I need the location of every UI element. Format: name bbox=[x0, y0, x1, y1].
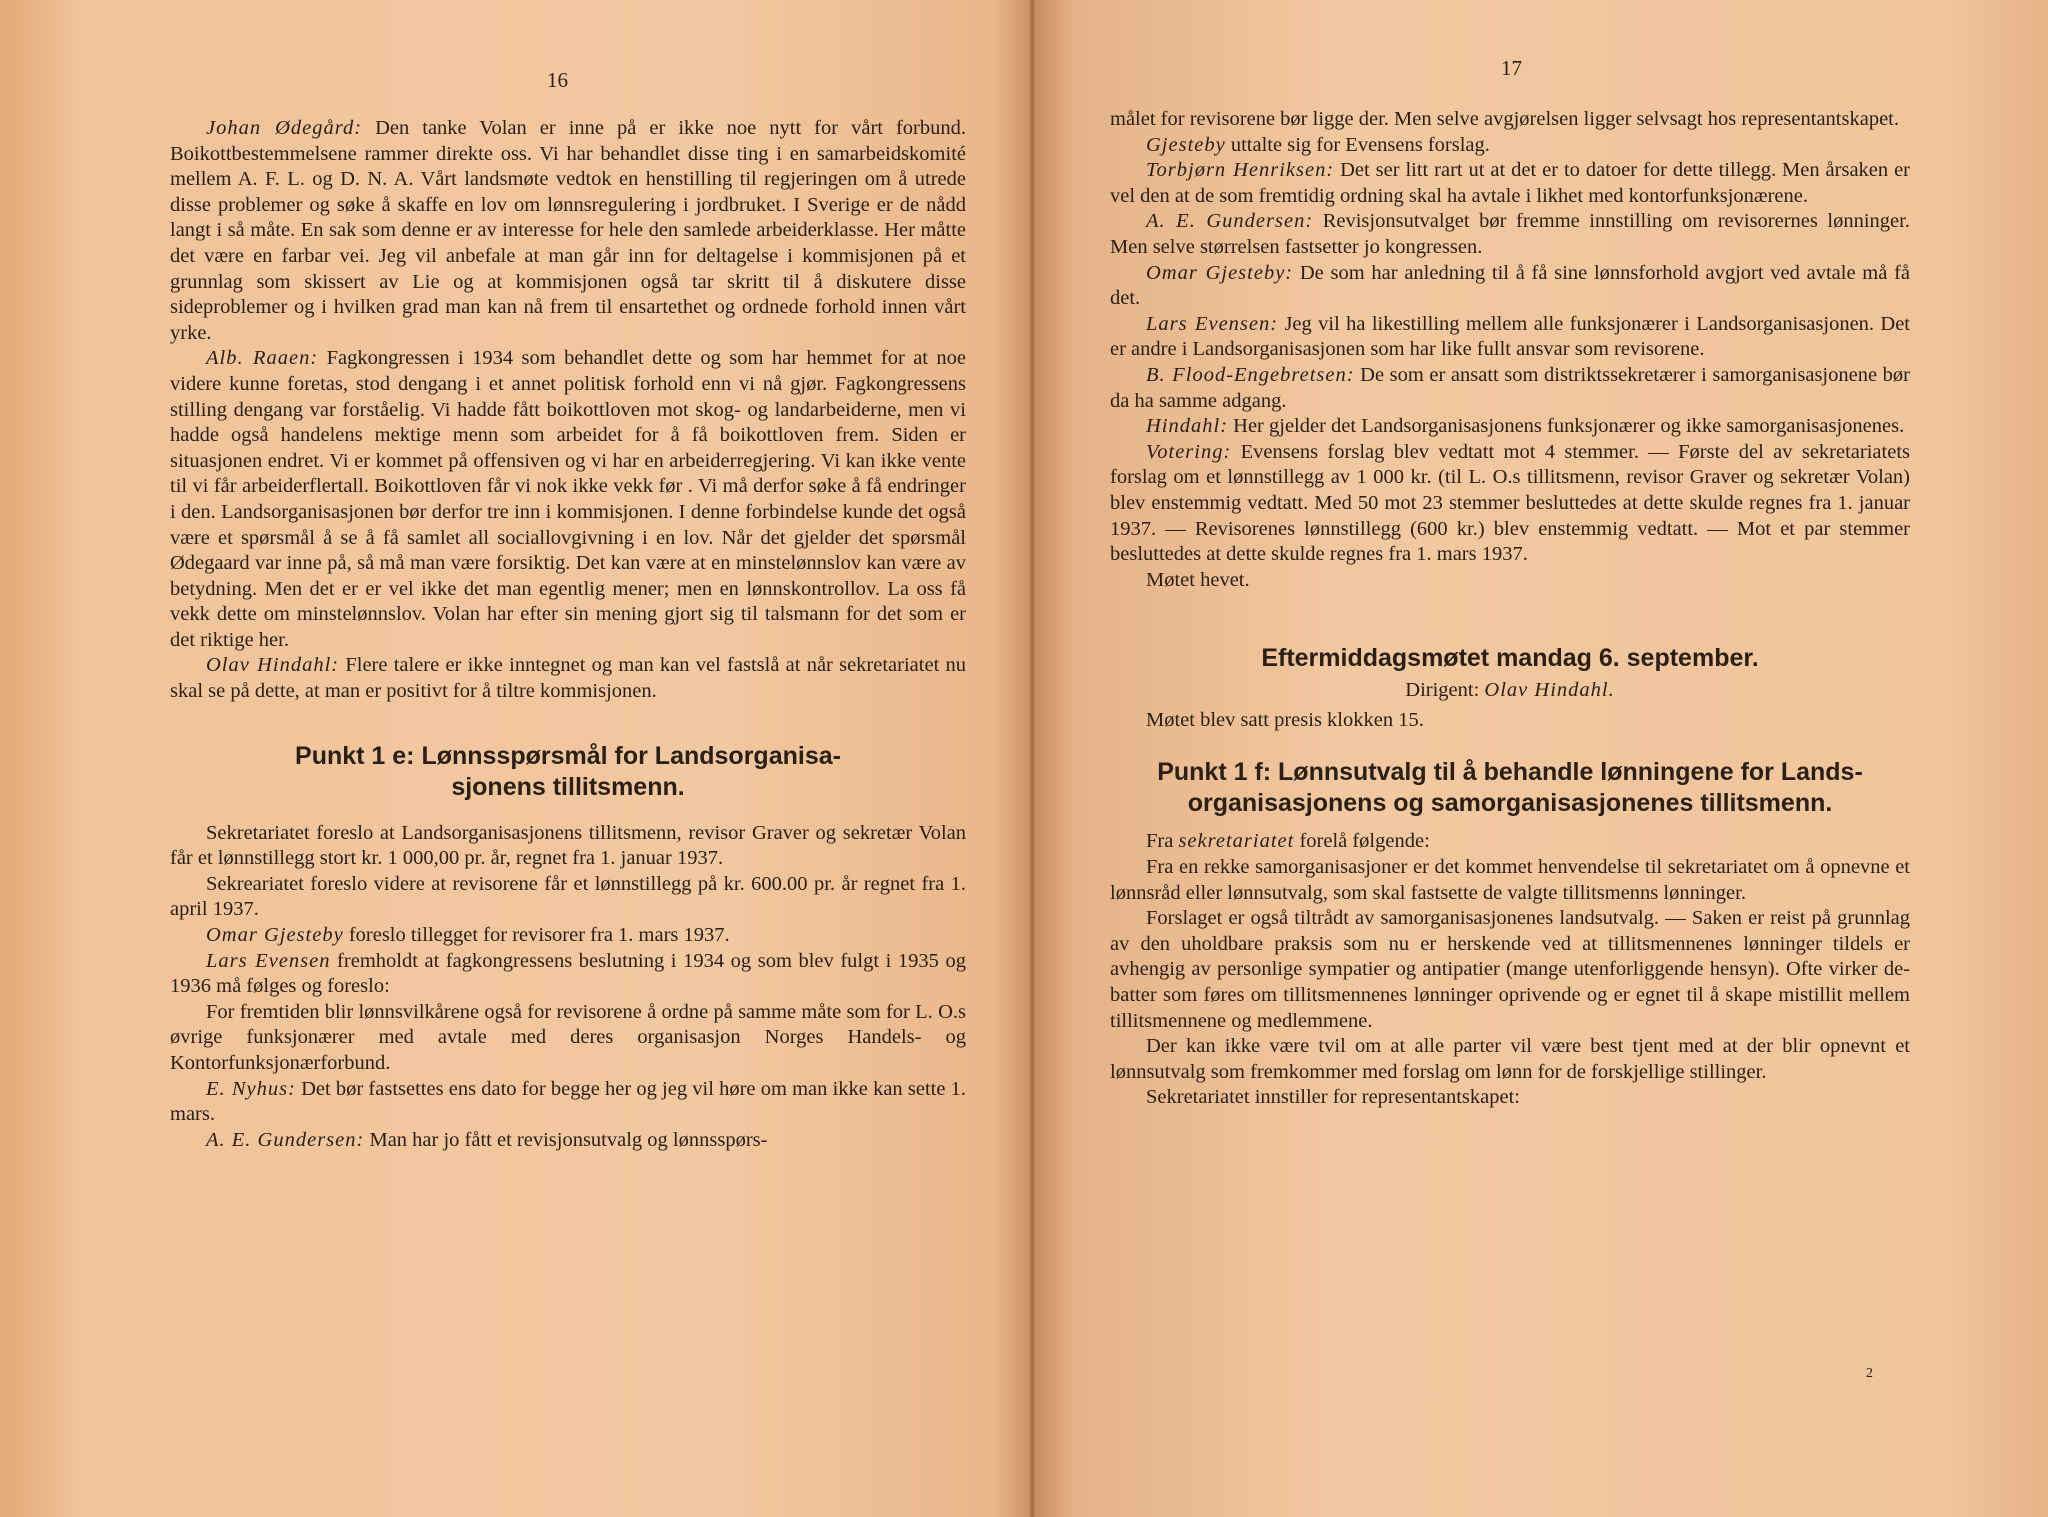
paragraph bbox=[1110, 133, 1910, 159]
heading-line: Punkt 1 f: Lønnsutvalg til å behandle lønningene for Lands- bbox=[1157, 758, 1863, 787]
paragraph bbox=[1110, 1085, 1910, 1111]
left-page-body bbox=[170, 116, 966, 1153]
paragraph-text: målet for revisorene bør ligge der. Men selve avgjørelsen ligger selvsagt hos representantskapet. bbox=[1110, 108, 1899, 130]
right-paragraphs-2 bbox=[1110, 829, 1910, 1111]
paragraph bbox=[170, 116, 966, 346]
page-number: 16 bbox=[547, 68, 568, 92]
speaker-name: Gjesteby bbox=[1146, 133, 1226, 156]
paragraph bbox=[170, 821, 966, 872]
right-page bbox=[1034, 0, 2048, 1517]
paragraph-text: Fagkongressen i 1934 som behandlet dette og som har hemmet for at noe videre kunne foretas, stod dengang i et annet politisk forhold enn vi nå gjør. Fagkongressens stilling dengang var forståelig. Vi hadde fått boikottloven mot skog- og landarbeiderne, men vi hadde også handelens mektige menn som arbeidet for å få boikottloven frem. Siden er situasjonen endret. Vi er kommet på offensiven og vi har en arbeiderregjering. Vi kan ikke vente til vi får arbeiderflertall. Boikottloven får vi nok ikke vekk før . Vi må derfor søke å få endringer i den. Landsorganisasjonen bør derfor tre inn i kommisjonen. I denne forbindelse kunde det også være et spørsmål å se å få samlet all sociallovgivning i en lov. Når det gjelder det spørsmål Ødegaard var inne på, så må man være forsiktig. Det kan være at en minstelønnslov kan være av betydning. Men det er er vel ikke det man egentlig mener; men en lønnskontrollov. La oss få vekk dette om minstelønnslov. Volan har efter sin mening gjort sig til talsmann for det som er det riktige her. bbox=[170, 347, 966, 651]
paragraph-text: uttalte sig for Evensens forslag. bbox=[1225, 133, 1490, 156]
paragraph bbox=[1110, 829, 1910, 855]
speaker-name: Omar Gjesteby: bbox=[1146, 261, 1294, 284]
paragraph-text: Evensens forslag blev vedtatt mot 4 stemmer. — Første del av sekretariatets forslag om et lønnstillegg av 1 000 kr. (til L. O.s tillitsmenn, revisor Graver og sekretær Volan) blev enstemmig vedtatt. Med 50 mot 23 stemmer besluttedes at dette skulde regnes fra 1. januar 1937. — Revisorenes lønnstillegg (600 kr.) blev enstemmig vedtatt. — Mot et par stemmer besluttedes at dette skulde regnes fra 1. mars 1937. bbox=[1110, 440, 1910, 566]
paragraph-text: Den tanke Volan er inne på er ikke noe nytt for vårt forbund. Boikottbestemmelsene rammer direkte oss. Vi har behandlet disse ting i en samarbeidskomité mellem A. F. L. og D. N. A. Vårt landsmøte vedtok en henstilling til regjeringen om å utrede disse problemer og søke å skaffe en lov om lønnsregulering i jordbruket. I Sverige er de nådd langt i så måte. En sak som denne er av interesse for hele den samlede arbeiderklasse. Her måtte det være en farbar vei. Jeg vil anbefale at man går inn for deltagelse i kommisjonen på et grunnlag som skissert av Lie og at kommisjonen også tar skritt til å diskutere disse sideproblemer og i hvilken grad man kan nå frem til ensartethet og ordnede forhold innen vårt yrke. bbox=[170, 117, 967, 344]
speaker-name: B. Flood-Engebretsen: bbox=[1146, 363, 1355, 386]
lead-text: Fra bbox=[1146, 830, 1179, 853]
paragraph bbox=[170, 872, 966, 923]
left-paragraphs bbox=[170, 116, 966, 705]
paragraph-text: Det ser litt rart ut at det er to datoer for dette tillegg. Men årsaken er vel den at de som fremtidig ordning skal ha avtale i likhet med kontorfunksjonærene. bbox=[1110, 159, 1910, 207]
paragraph bbox=[1110, 855, 1910, 906]
paragraph bbox=[1110, 440, 1910, 568]
paragraph-text: Man har jo fått et revisjonsutvalg og lønnsspørs- bbox=[364, 1128, 768, 1151]
heading-line: organisasjonens og samorganisasjonenes tillitsmenn. bbox=[1187, 789, 1833, 818]
speaker-name: Lars Evensen: bbox=[1146, 312, 1279, 335]
paragraph bbox=[1110, 568, 1910, 594]
speaker-name: Hindahl: bbox=[1146, 415, 1229, 438]
paragraph bbox=[170, 1000, 966, 1077]
dirigent-name: Olav Hindahl. bbox=[1484, 679, 1615, 702]
speaker-name: E. Nyhus: bbox=[206, 1077, 296, 1100]
right-paragraphs bbox=[1110, 107, 1910, 593]
paragraph bbox=[1110, 312, 1910, 363]
paragraph-text: Der kan ikke være tvil om at alle parter vil være best tjent med at der blir opnevnt et lønnsutvalg som fremkommer med forslag om lønn for de forskjellige stillinger. bbox=[1110, 1035, 1910, 1083]
paragraph-text: Sekreariatet foreslo videre at revisorene får et lønnstillegg på kr. 600.00 pr. år regnet fra 1. april 1937. bbox=[170, 872, 966, 921]
paragraph bbox=[1110, 209, 1910, 260]
paragraph-text: forelå følgende: bbox=[1294, 830, 1430, 853]
paragraph bbox=[1110, 158, 1910, 209]
paragraph bbox=[170, 923, 966, 949]
paragraph bbox=[1110, 261, 1910, 312]
paragraph-text: For fremtiden blir lønnsvilkårene også for revisorene å ordne på samme måte som for L. O.s øvrige funksjonærer med avtale med deres organisasjon Norges Handels- og Kontorfunksjonærforbund. bbox=[170, 1000, 966, 1074]
left-paragraphs-2 bbox=[170, 821, 966, 1154]
paragraph-text: Fra en rekke samorganisasjoner er det kommet henvendelse til sekretariatet om å opnevne et lønnsråd eller lønnsutvalg, som skal fastsette de valgte tillitsmenns lønninger. bbox=[1110, 856, 1910, 904]
dirigent-line bbox=[1110, 678, 1910, 704]
paragraph bbox=[170, 1128, 966, 1154]
speaker-name: A. E. Gundersen: bbox=[1146, 210, 1314, 233]
speaker-name: Votering: bbox=[1146, 440, 1232, 463]
paragraph bbox=[170, 1077, 966, 1128]
signature-mark: 2 bbox=[1866, 1366, 1873, 1381]
paragraph bbox=[170, 653, 966, 704]
speaker-name: Torbjørn Henriksen: bbox=[1146, 159, 1335, 182]
paragraph bbox=[1110, 906, 1910, 1034]
paragraph bbox=[1110, 363, 1910, 414]
paragraph bbox=[1110, 107, 1910, 133]
page-number: 17 bbox=[1501, 56, 1522, 80]
section-heading-1e bbox=[170, 741, 966, 803]
heading-line: sjonens tillitsmenn. bbox=[451, 772, 685, 801]
opening-line: Møtet blev satt presis klokken 15. bbox=[1146, 708, 1424, 731]
speaker-name: Olav Hindahl: bbox=[206, 654, 340, 677]
paragraph-text: Forslaget er også tiltrådt av samorganisasjonenes landsutvalg. — Saken er reist på grunnlag av den uholdbare praksis som nu er herskende ved at tillitsmennenes lønninger tildels er avhengig av personlige sympatier og antipatier (mange utenforliggende hensyn). Ofte virker de- batter som føres om tillitsmennenes lønninger oprivende og er egnet til å skape mistillit mellem tillitsmennene og medlemmene. bbox=[1110, 907, 1910, 1032]
paragraph bbox=[170, 346, 966, 653]
speaker-name: Lars Evensen bbox=[206, 949, 331, 972]
paragraph-text: Jeg vil ha likestilling mellem alle funksjonærer i Landsorganisasjonen. Det er andre i Landsorganisasjonen som har like fullt ansvar som revisorene. bbox=[1110, 312, 1911, 361]
paragraph-text: Sekretariatet innstiller for representantskapet: bbox=[1146, 1086, 1520, 1109]
section-heading-1f bbox=[1110, 757, 1910, 819]
speaker-name: Alb. Raaen: bbox=[206, 347, 319, 370]
paragraph-text: De som er ansatt som distriktssekretærer i samorganisasjonene bør da ha samme adgang. bbox=[1110, 363, 1910, 412]
paragraph-text: Sekretariatet foreslo at Landsorganisasjonens tillitsmenn, revisor Graver og sekretær Volan får et lønnstillegg stort kr. 1 000,00 pr. år, regnet fra 1. januar 1937. bbox=[170, 821, 966, 870]
heading-line: Punkt 1 e: Lønnsspørsmål for Landsorganisa- bbox=[295, 741, 841, 770]
paragraph-text: De som har anledning til å få sine lønnsforhold avgjort ved avtale må få det. bbox=[1110, 261, 1910, 310]
paragraph bbox=[1110, 414, 1910, 440]
paragraph-text: Her gjelder det Landsorganisasjonens funksjonærer og ikke samorganisasjonenes. bbox=[1228, 415, 1905, 438]
speaker-name: Johan Ødegård: bbox=[206, 117, 363, 139]
speaker-name: sekretariatet bbox=[1178, 830, 1295, 853]
paragraph bbox=[170, 949, 966, 1000]
speaker-name: Omar Gjesteby bbox=[206, 924, 344, 947]
paragraph bbox=[1110, 1034, 1910, 1085]
paragraph-text: foreslo tillegget for revisorer fra 1. mars 1937. bbox=[343, 924, 730, 947]
dirigent-label: Dirigent: bbox=[1405, 679, 1485, 702]
right-page-body bbox=[1110, 107, 1910, 1111]
paragraph-text: Revisjonsutvalget bør fremme innstilling om revisorernes lønninger. Men selve størrelsen fastsetter jo kongressen. bbox=[1110, 210, 1910, 258]
session-heading: Eftermiddagsmøtet mandag 6. september. bbox=[1261, 644, 1759, 673]
speaker-name: A. E. Gundersen: bbox=[206, 1128, 365, 1151]
paragraph-text: fremholdt at fagkongressens beslutning i 1934 og som blev fulgt i 1935 og 1936 må følges og foreslo: bbox=[170, 949, 966, 998]
paragraph-text: Det bør fastsettes ens dato for begge her og jeg vil høre om man ikke kan sette 1. mars. bbox=[170, 1077, 966, 1126]
paragraph-text: Møtet hevet. bbox=[1146, 568, 1250, 591]
paragraph-text: Flere talere er ikke inntegnet og man kan vel fastslå at når sekretariatet nu skal se på dette, at man er positivt for å tiltre kommisjonen. bbox=[170, 654, 966, 703]
